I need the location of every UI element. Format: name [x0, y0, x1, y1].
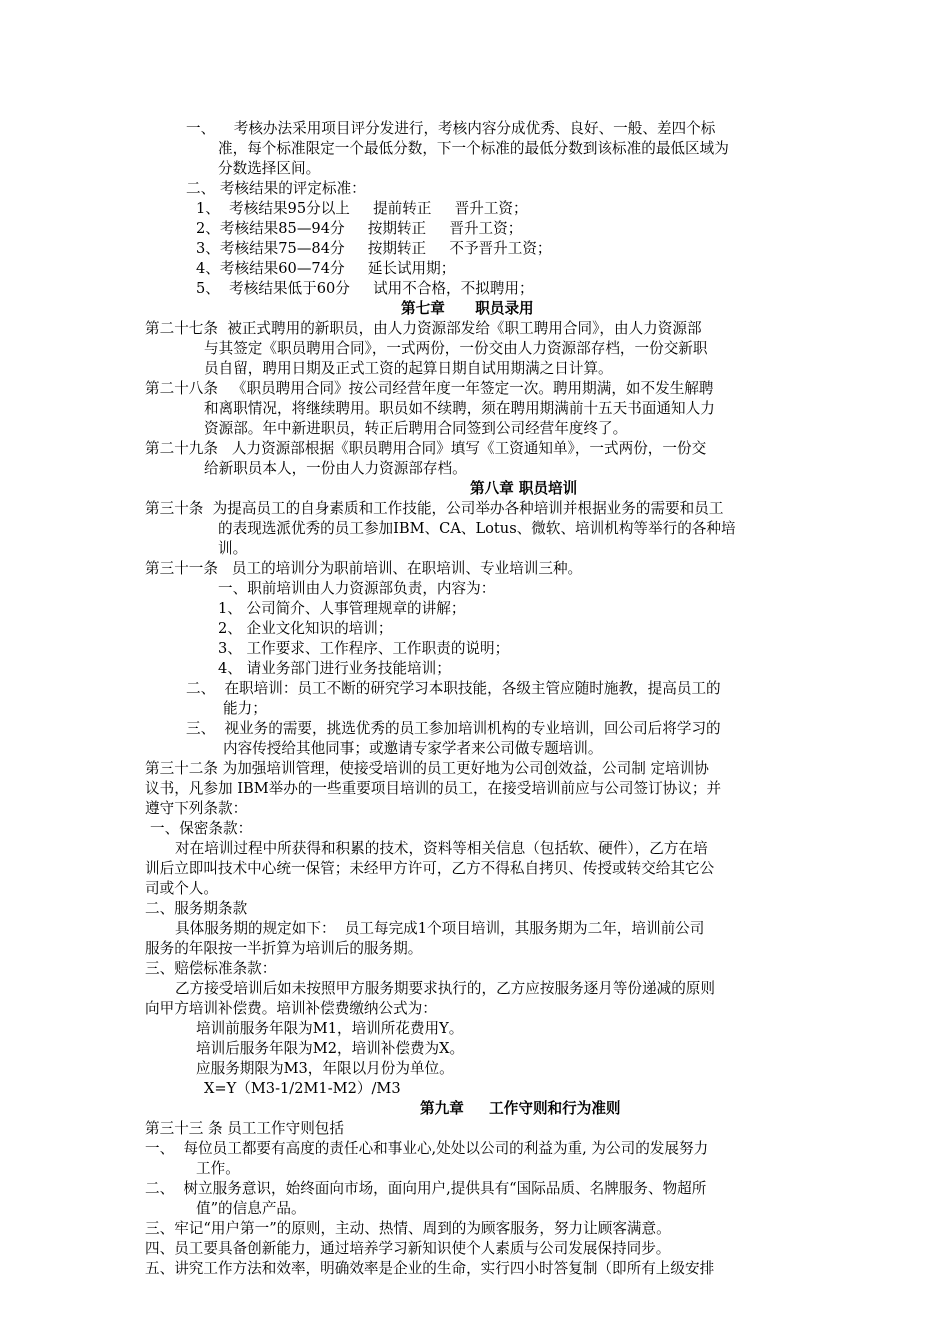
formula-line: 应服务期限为M3，年限以月份为单位。 [196, 1060, 454, 1077]
text-line: 二、 考核结果的评定标准： [186, 180, 366, 197]
text-line: 遵守下列条款： [145, 800, 248, 817]
text-line: 员自留，聘用日期及正式工资的起算日期自试用期满之日计算。 [204, 360, 613, 377]
clause-heading: 二、服务期条款 [145, 900, 248, 917]
article-line: 第三十三 条 员工工作守则包括 [145, 1120, 344, 1137]
text-line: 2、 企业文化知识的培训； [218, 620, 393, 637]
text-line: 二、 在职培训：员工不断的研究学习本职技能，各级主管应随时施教，提高员工的 [186, 680, 721, 697]
text-line: 准，每个标准限定一个最低分数，下一个标准的最低分数到该标准的最低区域为 [218, 140, 729, 157]
text-line: 工作。 [196, 1160, 240, 1177]
article-line: 第三十一条 员工的培训分为职前培训、在职培训、专业培训三种。 [145, 560, 583, 577]
text-line: 内容传授给其他同事；或邀请专家学者来公司做专题培训。 [223, 740, 603, 757]
text-line: 分数选择区间。 [218, 160, 321, 177]
text-line: 1、 公司简介、人事管理规章的讲解； [218, 600, 466, 617]
text-line: 向甲方培训补偿费。培训补偿费缴纳公式为： [145, 1000, 437, 1017]
article-line: 第二十七条 被正式聘用的新职员，由人力资源部发给《职工聘用合同》，由人力资源部 [145, 320, 702, 337]
text-line: 司或个人。 [145, 880, 218, 897]
chapter-heading: 第九章 工作守则和行为准则 [420, 1100, 621, 1117]
text-line: 和离职情况，将继续聘用。职员如不续聘，须在聘用期满前十五天书面通知人力 [204, 400, 715, 417]
text-line: 训后立即叫技术中心统一保管；未经甲方许可，乙方不得私自拷贝、传授或转交给其它公 [145, 860, 715, 877]
text-line: 议书，凡参加 IBM举办的一些重要项目培训的员工，在接受培训前应与公司签订协议；并 [145, 780, 722, 797]
text-line: 值”的信息产品。 [196, 1200, 306, 1217]
text-line: 训。 [218, 540, 248, 557]
text-line: 乙方接受培训后如未按照甲方服务期要求执行的，乙方应按服务逐月等份递减的原则 [175, 980, 715, 997]
clause-heading: 三、赔偿标准条款： [145, 960, 277, 977]
text-line: 的表现选派优秀的员工参加IBM、CA、Lotus、微软、培训机构等举行的各种培 [218, 520, 736, 537]
text-line: 对在培训过程中所获得和积累的技术，资料等相关信息（包括软、硬件），乙方在培 [175, 840, 708, 857]
text-line: 三、 视业务的需要，挑选优秀的员工参加培训机构的专业培训，回公司后将学习的 [186, 720, 721, 737]
text-line: 能力； [223, 700, 267, 717]
text-line: 具体服务期的规定如下： 员工每完成1个项目培训，其服务期为二年，培训前公司 [175, 920, 705, 937]
text-line: 5、 考核结果低于60分 试用不合格，不拟聘用； [196, 280, 534, 297]
text-line: 资源部。年中新进职员，转正后聘用合同签到公司经营年度终了。 [204, 420, 628, 437]
text-line: 二、 树立服务意识，始终面向市场，面向用户,提供具有“国际品质、名牌服务、物超所 [145, 1180, 707, 1197]
formula: X=Y（M3-1/2M1-M2）/M3 [204, 1080, 401, 1097]
text-line: 给新职员本人，一份由人力资源部存档。 [204, 460, 467, 477]
article-line: 第三十条 为提高员工的自身素质和工作技能，公司举办各种培训并根据业务的需要和员工 [145, 500, 724, 517]
article-line: 第三十二条 为加强培训管理，使接受培训的员工更好地为公司创效益，公司制 定培训协 [145, 760, 709, 777]
text-line: 2、考核结果85—94分 按期转正 晋升工资； [196, 220, 523, 237]
text-line: 4、 请业务部门进行业务技能培训； [218, 660, 451, 677]
chapter-heading: 第八章 职员培训 [470, 480, 578, 497]
text-line: 4、考核结果60—74分 延长试用期； [196, 260, 456, 277]
text-line: 一、 每位员工都要有高度的责任心和事业心,处处以公司的利益为重, 为公司的发展努力 [145, 1140, 709, 1157]
text-line: 与其签定《职员聘用合同》，一式两份，一份交由人力资源部存档，一份交新职 [204, 340, 708, 357]
formula-line: 培训后服务年限为M2，培训补偿费为X。 [196, 1040, 465, 1057]
text-line: 服务的年限按一半折算为培训后的服务期。 [145, 940, 423, 957]
text-line: 五、讲究工作方法和效率，明确效率是企业的生命，实行四小时答复制（即所有上级安排 [145, 1260, 715, 1277]
text-line: 1、 考核结果95分以上 提前转正 晋升工资； [196, 200, 528, 217]
text-line: 3、 工作要求、工作程序、工作职责的说明； [218, 640, 510, 657]
formula-line: 培训前服务年限为M1，培训所花费用Y。 [196, 1020, 464, 1037]
text-line: 一、职前培训由人力资源部负责，内容为： [218, 580, 496, 597]
text-line: 三、牢记“用户第一”的原则，主动、热情、周到的为顾客服务，努力让顾客满意。 [145, 1220, 671, 1237]
text-line: 一、 考核办法采用项目评分发进行，考核内容分成优秀、良好、一般、差四个标 [186, 120, 716, 137]
chapter-heading: 第七章 职员录用 [401, 300, 534, 317]
text-line: 3、考核结果75—84分 按期转正 不予晋升工资； [196, 240, 552, 257]
clause-heading: 一、保密条款： [150, 820, 253, 837]
text-line: 四、员工要具备创新能力，通过培养学习新知识使个人素质与公司发展保持同步。 [145, 1240, 671, 1257]
article-line: 第二十八条 《职员聘用合同》按公司经营年度一年签定一次。聘用期满，如不发生解聘 [145, 380, 714, 397]
article-line: 第二十九条 人力资源部根据《职员聘用合同》填写《工资通知单》，一式两份，一份交 [145, 440, 707, 457]
